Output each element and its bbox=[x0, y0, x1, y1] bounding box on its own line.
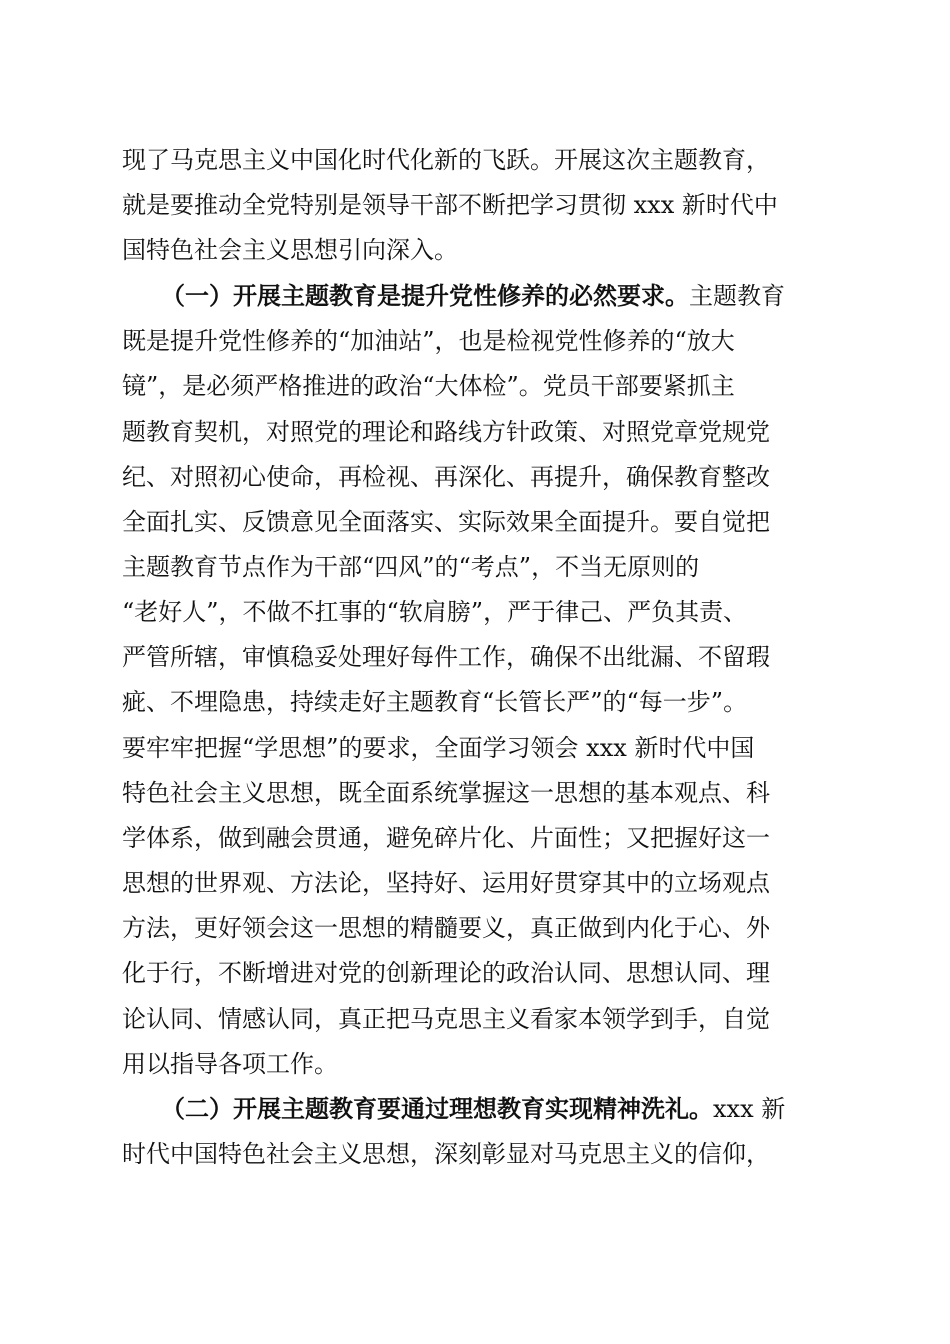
paragraph-2-line-8: “老好人”，不做不扛事的“软肩膀”，严于律己、严负其责、 bbox=[122, 598, 748, 626]
paragraph-2-line-17: 论认同、情感认同，真正把马克思主义看家本领学到手，自觉 bbox=[122, 1005, 770, 1033]
paragraph-2-line-7: 主题教育节点作为干部“四风”的“考点”，不当无原则的 bbox=[122, 553, 700, 581]
paragraph-2-line-16: 化于行，不断增进对党的创新理论的政治认同、思想认同、理 bbox=[122, 959, 770, 987]
paragraph-3-line-1-text: xxx 新 bbox=[713, 1095, 786, 1123]
paragraph-2-line-1-text: 主题教育 bbox=[689, 282, 785, 310]
paragraph-2-line-6: 全面扎实、反馈意见全面落实、实际效果全面提升。要自觉把 bbox=[122, 508, 770, 536]
paragraph-1-line-3: 国特色社会主义思想引向深入。 bbox=[122, 236, 458, 264]
section-2-heading: （二）开展主题教育要通过理想教育实现精神洗礼。 bbox=[161, 1095, 713, 1123]
paragraph-2-line-9: 严管所辖，审慎稳妥处理好每件工作，确保不出纰漏、不留瑕 bbox=[122, 643, 770, 671]
paragraph-2-line-15: 方法，更好领会这一思想的精髓要义，真正做到内化于心、外 bbox=[122, 914, 770, 942]
paragraph-1-line-1: 现了马克思主义中国化时代化新的飞跃。开展这次主题教育， bbox=[122, 146, 770, 174]
section-1-heading: （一）开展主题教育是提升党性修养的必然要求。 bbox=[161, 282, 689, 310]
paragraph-2-line-5: 纪、对照初心使命，再检视、再深化、再提升，确保教育整改 bbox=[122, 463, 770, 491]
paragraph-2-line-13: 学体系，做到融会贯通，避免碎片化、片面性；又把握好这一 bbox=[122, 824, 770, 852]
paragraph-2-line-4: 题教育契机，对照党的理论和路线方针政策、对照党章党规党 bbox=[122, 418, 770, 446]
paragraph-2-line-2: 既是提升党性修养的“加油站”，也是检视党性修养的“放大 bbox=[122, 327, 735, 355]
paragraph-2-line-12: 特色社会主义思想，既全面系统掌握这一思想的基本观点、科 bbox=[122, 779, 770, 807]
paragraph-2-line-14: 思想的世界观、方法论，坚持好、运用好贯穿其中的立场观点 bbox=[122, 869, 770, 897]
paragraph-3-line-1 bbox=[161, 1087, 785, 1131]
paragraph-2-line-11: 要牢牢把握“学思想”的要求，全面学习领会 xxx 新时代中国 bbox=[122, 734, 755, 762]
paragraph-2-line-1 bbox=[161, 274, 785, 318]
paragraph-2-line-3: 镜”，是必须严格推进的政治“大体检”。党员干部要紧抓主 bbox=[122, 372, 735, 400]
paragraph-2-line-10: 疵、不埋隐患，持续走好主题教育“长管长严”的“每一步”。 bbox=[122, 688, 748, 716]
paragraph-1-line-2: 就是要推动全党特别是领导干部不断把学习贯彻 xxx 新时代中 bbox=[122, 191, 778, 219]
paragraph-3-line-2: 时代中国特色社会主义思想，深刻彰显对马克思主义的信仰， bbox=[122, 1140, 770, 1168]
paragraph-2-line-18: 用以指导各项工作。 bbox=[122, 1050, 338, 1078]
